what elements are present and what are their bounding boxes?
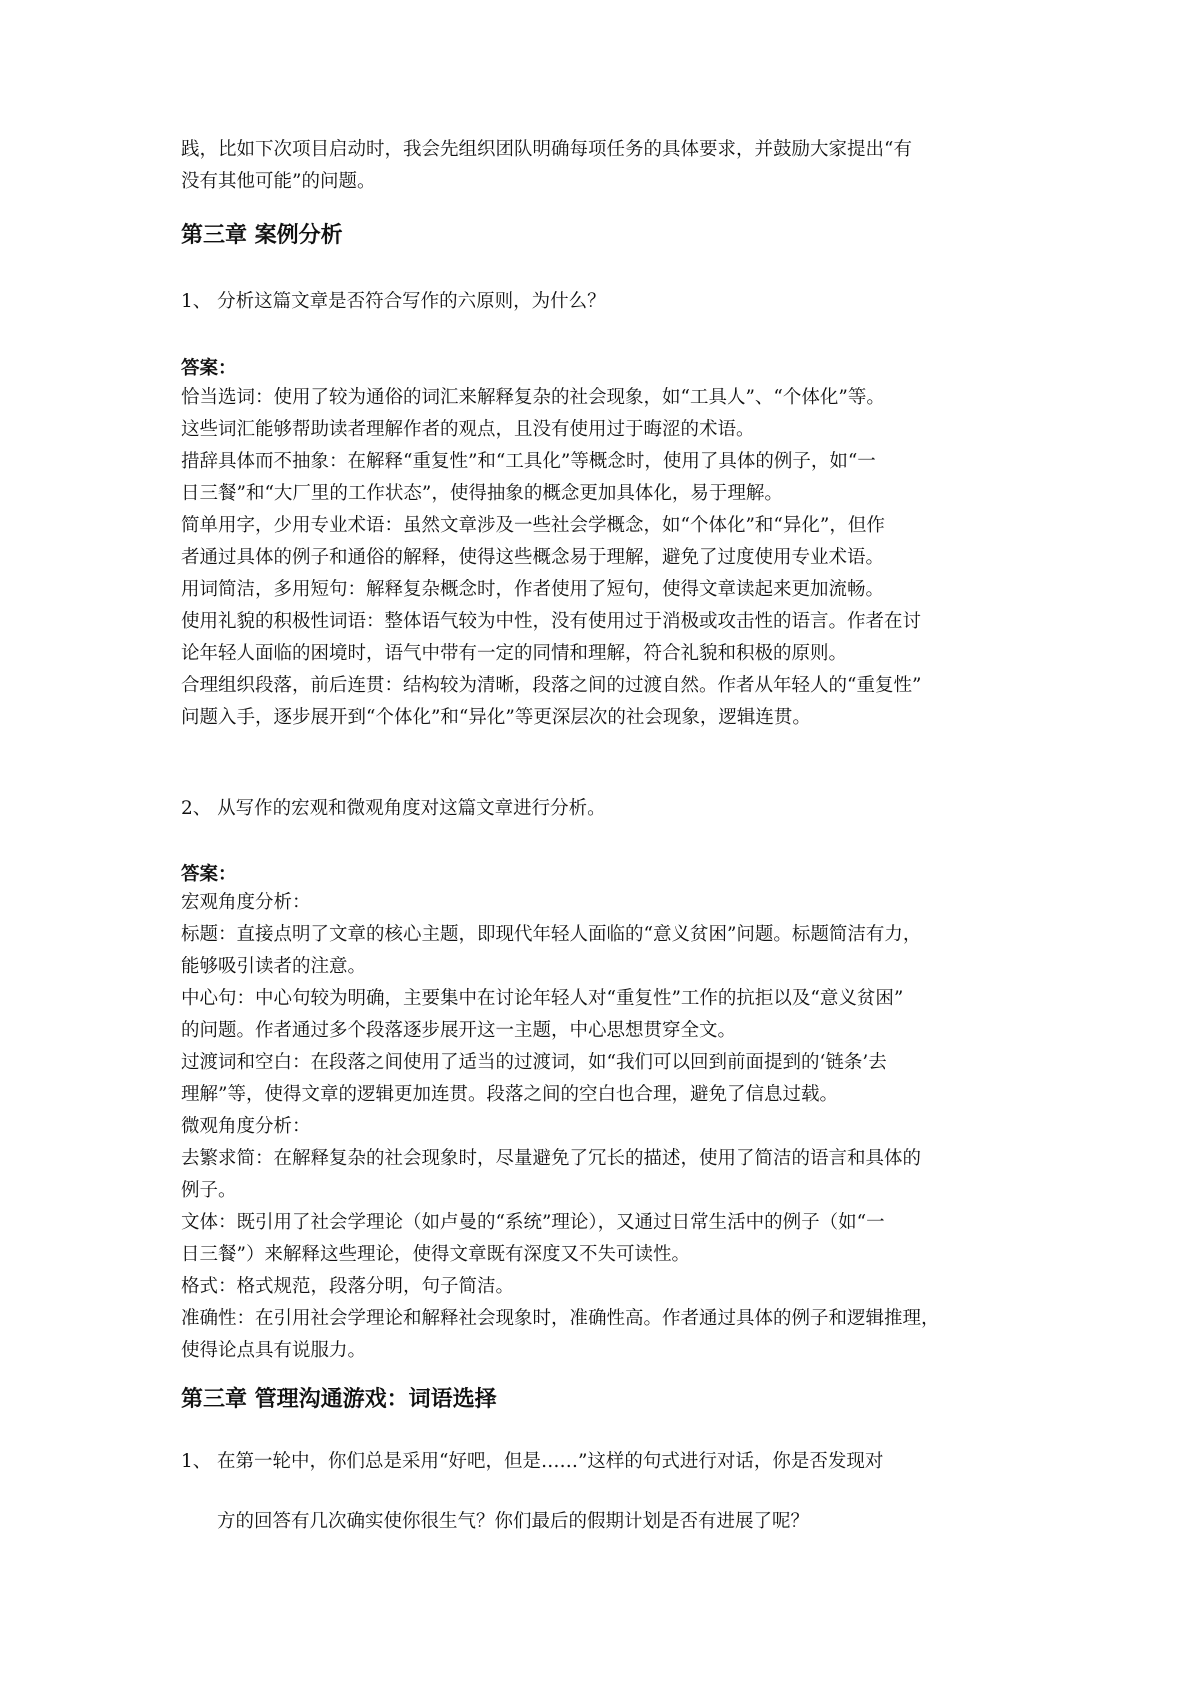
text-line: 格式：格式规范，段落分明，句子简洁。 bbox=[181, 1276, 515, 1297]
text-line: 例子。 bbox=[181, 1180, 237, 1201]
question-2: 2、 从写作的宏观和微观角度对这篇文章进行分析。 bbox=[181, 798, 606, 819]
text-line: 日三餐”）来解释这些理论，使得文章既有深度又不失可读性。 bbox=[181, 1244, 690, 1265]
text-line: 合理组织段落，前后连贯：结构较为清晰，段落之间的过渡自然。作者从年轻人的“重复性” bbox=[181, 675, 922, 696]
text-line: 去繁求简：在解释复杂的社会现象时，尽量避免了冗长的描述，使用了简洁的语言和具体的 bbox=[181, 1148, 922, 1169]
question-1: 1、 分析这篇文章是否符合写作的六原则，为什么？ bbox=[181, 291, 606, 312]
chapter-heading: 第三章 管理沟通游戏：词语选择 bbox=[181, 1387, 497, 1412]
text-line: 使得论点具有说服力。 bbox=[181, 1340, 367, 1361]
text-line: 准确性：在引用社会学理论和解释社会现象时，准确性高。作者通过具体的例子和逻辑推理， bbox=[181, 1308, 940, 1329]
text-line: 日三餐”和“大厂里的工作状态”，使得抽象的概念更加具体化，易于理解。 bbox=[181, 483, 783, 504]
text-line: 践，比如下次项目启动时，我会先组织团队明确每项任务的具体要求，并鼓励大家提出“有 bbox=[181, 139, 912, 160]
text-line: 宏观角度分析： bbox=[181, 892, 311, 913]
text-line: 微观角度分析： bbox=[181, 1116, 311, 1137]
text-line: 恰当选词：使用了较为通俗的词汇来解释复杂的社会现象，如“工具人”、“个体化”等。 bbox=[181, 387, 885, 408]
text-line: 用词简洁，多用短句：解释复杂概念时，作者使用了短句，使得文章读起来更加流畅。 bbox=[181, 579, 885, 600]
text-line: 理解”等，使得文章的逻辑更加连贯。段落之间的空白也合理，避免了信息过载。 bbox=[181, 1084, 838, 1105]
question-text: 在第一轮中，你们总是采用“好吧，但是……”这样的句式进行对话，你是否发现对 bbox=[217, 1451, 884, 1472]
text-line: 过渡词和空白：在段落之间使用了适当的过渡词，如“我们可以回到前面提到的‘链条’去 bbox=[181, 1052, 887, 1073]
text-line: 问题入手，逐步展开到“个体化”和“异化”等更深层次的社会现象，逻辑连贯。 bbox=[181, 707, 811, 728]
text-line: 标题：直接点明了文章的核心主题，即现代年轻人面临的“意义贫困”问题。标题简洁有力， bbox=[181, 924, 922, 945]
game-question-1 bbox=[181, 1432, 1021, 1552]
text-line: 简单用字，少用专业术语：虽然文章涉及一些社会学概念，如“个体化”和“异化”，但作 bbox=[181, 515, 885, 536]
text-line: 没有其他可能”的问题。 bbox=[181, 171, 376, 192]
answer-1-body bbox=[181, 382, 1021, 734]
text-line: 措辞具体而不抽象：在解释“重复性”和“工具化”等概念时，使用了具体的例子，如“一 bbox=[181, 451, 876, 472]
intro-paragraph bbox=[181, 134, 1021, 198]
question-first-line bbox=[181, 1432, 1021, 1492]
text-line: 的问题。作者通过多个段落逐步展开这一主题，中心思想贯穿全文。 bbox=[181, 1020, 737, 1041]
answer-label: 答案： bbox=[181, 864, 237, 885]
text-line: 文体：既引用了社会学理论（如卢曼的“系统”理论），又通过日常生活中的例子（如“一 bbox=[181, 1212, 885, 1233]
text-line: 这些词汇能够帮助读者理解作者的观点，且没有使用过于晦涩的术语。 bbox=[181, 419, 755, 440]
text-line: 论年轻人面临的困境时，语气中带有一定的同情和理解，符合礼貌和积极的原则。 bbox=[181, 643, 848, 664]
text-line: 中心句：中心句较为明确，主要集中在讨论年轻人对“重复性”工作的抗拒以及“意义贫困” bbox=[181, 988, 904, 1009]
answer-label: 答案： bbox=[181, 358, 237, 379]
text-line: 者通过具体的例子和通俗的解释，使得这些概念易于理解，避免了过度使用专业术语。 bbox=[181, 547, 885, 568]
list-number: 1、 bbox=[181, 1451, 212, 1472]
text-line: 能够吸引读者的注意。 bbox=[181, 956, 367, 977]
answer-2-body bbox=[181, 887, 1021, 1367]
text-line: 使用礼貌的积极性词语：整体语气较为中性，没有使用过于消极或攻击性的语言。作者在讨 bbox=[181, 611, 922, 632]
chapter-heading: 第三章 案例分析 bbox=[181, 223, 343, 248]
question-text: 方的回答有几次确实使你很生气？你们最后的假期计划是否有进展了呢？ bbox=[217, 1511, 810, 1532]
